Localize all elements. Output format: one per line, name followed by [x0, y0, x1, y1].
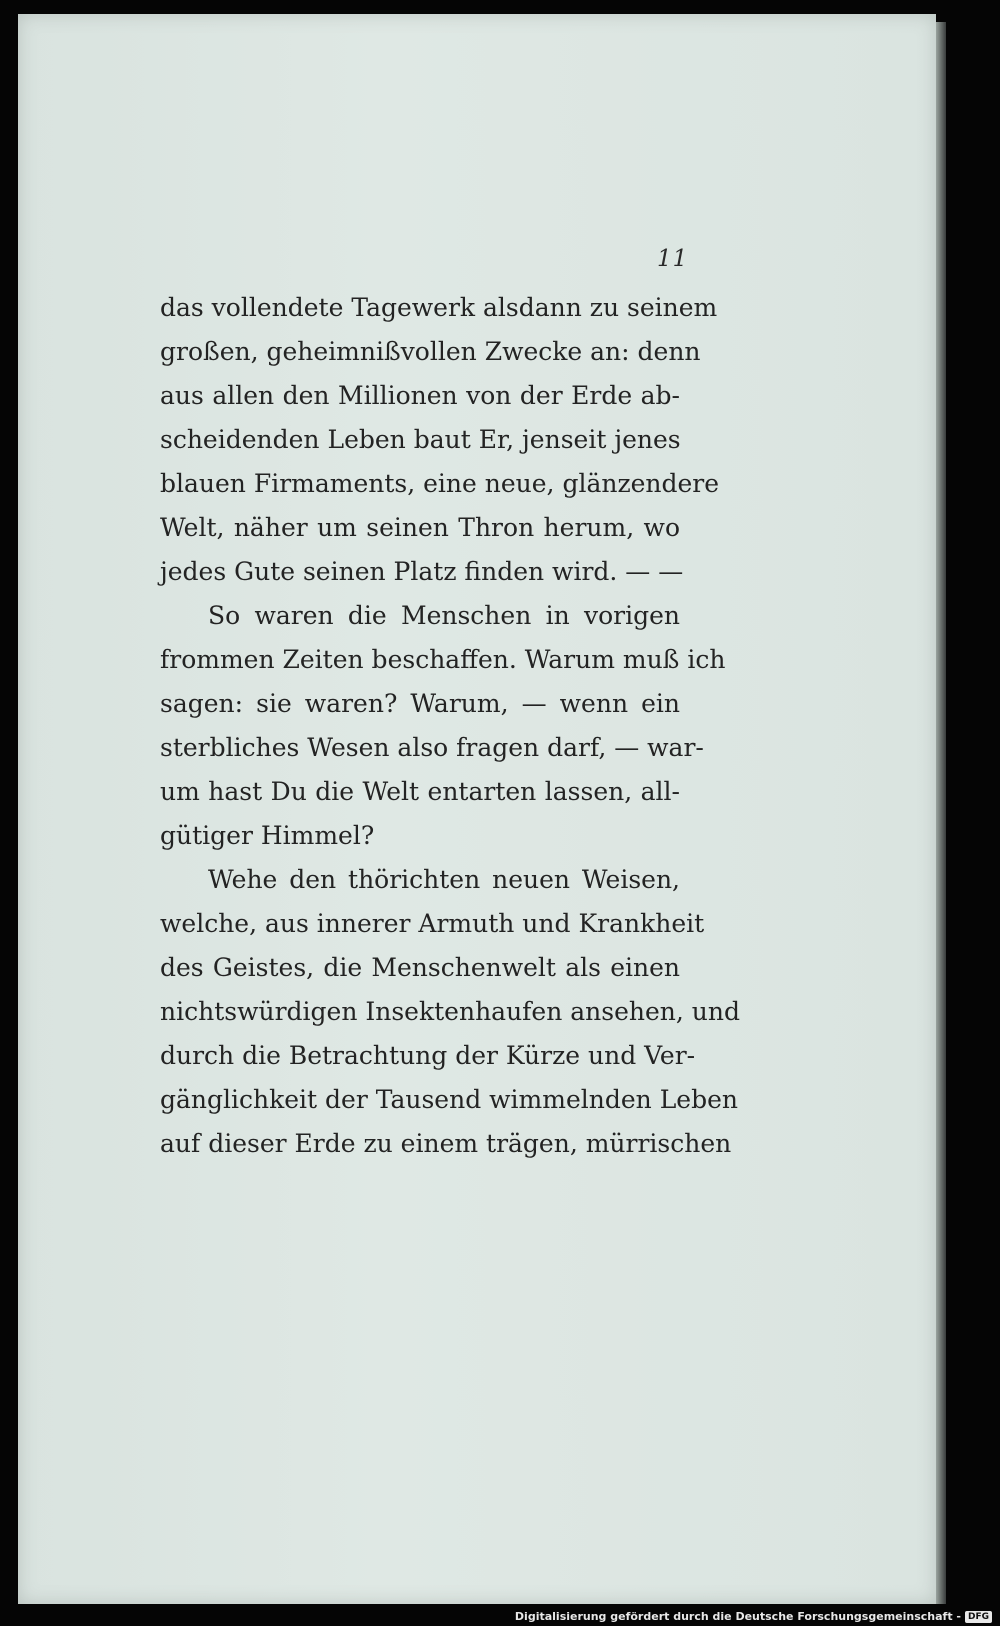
text-line: So waren die Menschen in vorigen: [208, 601, 680, 630]
digitization-credit: [515, 1610, 992, 1623]
page-edge: [936, 22, 946, 1604]
text-line: Welt, näher um seinen Thron herum, wo: [160, 513, 680, 542]
text-line: gänglichkeit der Tausend wimmelnden Leben: [160, 1085, 738, 1114]
text-line: sagen: sie waren? Warum, — wenn ein: [160, 689, 680, 718]
credit-text: Digitalisierung gefördert durch die Deutsche Forschungsgemeinschaft -: [514, 1610, 961, 1623]
text-line: auf dieser Erde zu einem trägen, mürrischen: [160, 1129, 732, 1158]
text-line: Wehe den thörichten neuen Weisen,: [208, 865, 680, 894]
text-line: großen, geheimnißvollen Zwecke an: denn: [160, 337, 701, 366]
page-number: 11: [657, 246, 689, 272]
text-line: des Geistes, die Menschenwelt als einen: [160, 953, 680, 982]
text-line: aus allen den Millionen von der Erde ab-: [160, 381, 680, 410]
text-line: scheidenden Leben baut Er, jenseit jenes: [160, 425, 681, 454]
text-line: durch die Betrachtung der Kürze und Ver-: [160, 1041, 696, 1070]
dfg-logo: DFG: [965, 1611, 992, 1623]
text-line: blauen Firmaments, eine neue, glänzendere: [160, 469, 720, 498]
text-line: gütiger Himmel?: [160, 821, 375, 850]
text-line: sterbliches Wesen also fragen darf, — war-: [160, 733, 704, 762]
body-text: [160, 286, 740, 1166]
text-line: um hast Du die Welt entarten lassen, all-: [160, 777, 680, 806]
text-line: welche, aus innerer Armuth und Krankheit: [160, 909, 705, 938]
text-line: das vollendete Tagewerk alsdann zu seinem: [160, 293, 718, 322]
text-line: jedes Gute seinen Platz finden wird. — —: [160, 557, 684, 586]
text-line: frommen Zeiten beschaffen. Warum muß ich: [160, 645, 726, 674]
text-line: nichtswürdigen Insektenhaufen ansehen, und: [160, 997, 740, 1026]
